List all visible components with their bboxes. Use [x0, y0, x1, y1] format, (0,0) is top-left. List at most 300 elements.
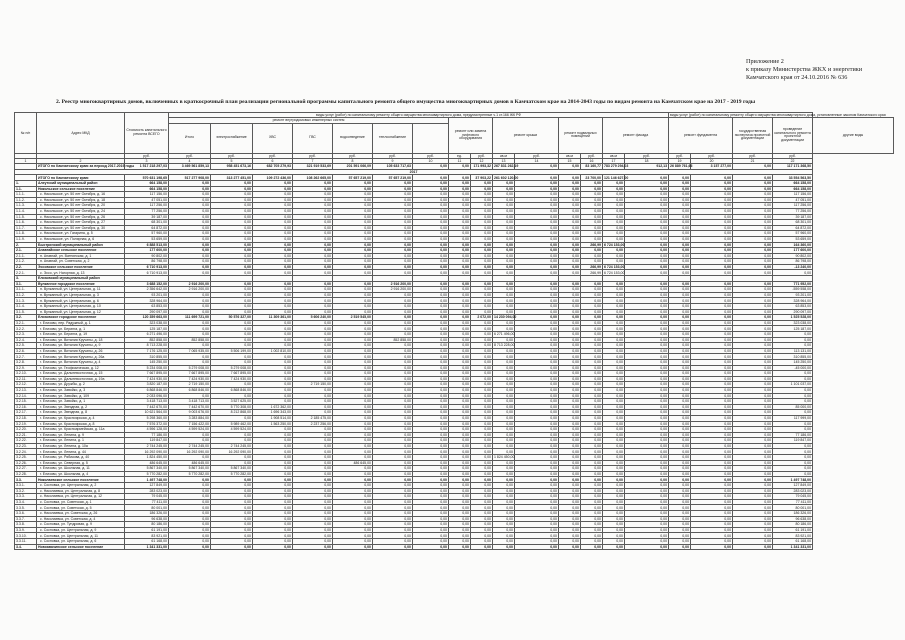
- cell-value: 0,00: [733, 253, 773, 259]
- cell-value: 0,00: [253, 471, 293, 477]
- cell-value: 1 824 450,00: [125, 455, 169, 461]
- cell-value: 0,00: [559, 477, 581, 483]
- cell-value: 0,00: [691, 399, 733, 405]
- cell-value: 0,00: [733, 471, 773, 477]
- cell-value: 0,00: [169, 320, 211, 326]
- cell-value: 0,00: [669, 259, 691, 265]
- cell-value: 0,00: [449, 483, 471, 489]
- cell-value: 0,00: [515, 421, 559, 427]
- column-number: 12: [471, 158, 493, 163]
- cell-value: 0,00: [733, 404, 773, 410]
- cell-value: 0,00: [691, 404, 733, 410]
- cell-value: 0,00: [413, 387, 449, 393]
- cell-value: 0,00: [733, 326, 773, 332]
- cell-value: 0,00: [625, 270, 669, 276]
- cell-value: 0,00: [603, 477, 625, 483]
- cell-value: 0,00: [293, 477, 333, 483]
- cell-value: 0,00: [373, 438, 413, 444]
- cell-value: 0,00: [559, 466, 581, 472]
- cell-value: 0,00: [211, 544, 253, 550]
- cell-value: 0,00: [471, 242, 493, 248]
- cell-value: 0,00: [691, 354, 733, 360]
- header-address: Адрес МКД: [37, 113, 125, 154]
- cell-value: 0,00: [449, 505, 471, 511]
- cell-value: 0,00: [559, 220, 581, 226]
- cell-value: 0,00: [559, 326, 581, 332]
- cell-value: 0,00: [413, 410, 449, 416]
- cell-value: 0,00: [253, 443, 293, 449]
- cell-value: 0,00: [603, 248, 625, 254]
- cell-value: 0,00: [373, 332, 413, 338]
- cell-value: 0,00: [581, 387, 603, 393]
- cell-value: 0,00: [581, 359, 603, 365]
- row-number: 3.2.15.: [15, 399, 37, 405]
- cell-value: 3 418 713,00: [169, 399, 211, 405]
- cell-value: 0,00: [515, 337, 559, 343]
- cell-value: 0,00: [691, 471, 733, 477]
- cell-value: 0,00: [293, 343, 333, 349]
- cell-value: 0,00: [603, 236, 625, 242]
- cell-value: 0,00: [373, 348, 413, 354]
- cell-value: 0,00: [581, 516, 603, 522]
- cell-value: 0,00: [333, 197, 373, 203]
- cell-value: 0,00: [211, 382, 253, 388]
- cell-value: 0,00: [603, 466, 625, 472]
- cell-value: 0,00: [559, 197, 581, 203]
- cell-value: 0,00: [669, 404, 691, 410]
- cell-value: 117 171 368,50: [773, 164, 813, 170]
- row-address: г. Елизово, ул. Беринга, д. 19: [37, 332, 125, 338]
- cell-value: 0,00: [333, 354, 373, 360]
- cell-value: 486 645,00: [169, 460, 211, 466]
- cell-value: 0,00: [691, 259, 733, 265]
- cell-value: 0,00: [413, 382, 449, 388]
- column-number: 4: [169, 158, 211, 163]
- cell-value: 0,00: [493, 298, 515, 304]
- cell-value: 0,00: [333, 376, 373, 382]
- cell-value: 664 158,00: [125, 180, 169, 186]
- cell-value: 0,00: [413, 287, 449, 293]
- cell-value: 0,00: [515, 427, 559, 433]
- cell-value: 0,00: [293, 443, 333, 449]
- cell-value: 0,00: [333, 253, 373, 259]
- cell-value: 5 770 282,00: [211, 471, 253, 477]
- cell-value: 0,00: [625, 505, 669, 511]
- cell-value: 0,00: [581, 236, 603, 242]
- cell-value: 0,00: [603, 499, 625, 505]
- row-number: 3.1.2.: [15, 292, 37, 298]
- row-number: 3.2.12.: [15, 382, 37, 388]
- cell-value: -45 000,00: [773, 365, 813, 371]
- cell-value: 0,00: [413, 359, 449, 365]
- cell-value: 0,00: [581, 460, 603, 466]
- cell-value: 0,00: [603, 527, 625, 533]
- cell-value: 0,00: [625, 449, 669, 455]
- cell-value: 0,00: [293, 438, 333, 444]
- cell-value: 0,00: [603, 365, 625, 371]
- cell-value: 0,00: [333, 516, 373, 522]
- cell-value: 0,00: [211, 494, 253, 500]
- cell-value: 0,00: [603, 315, 625, 321]
- cell-value: 0,00: [413, 343, 449, 349]
- cell-value: 0,00: [373, 516, 413, 522]
- cell-value: 0,00: [373, 387, 413, 393]
- cell-value: 0,00: [559, 242, 581, 248]
- cell-value: 0,00: [581, 499, 603, 505]
- cell-value: 96 638,00: [125, 516, 169, 522]
- cell-value: 0,00: [169, 264, 211, 270]
- cell-value: 0,00: [515, 477, 559, 483]
- cell-value: 6 271 496,00: [494, 332, 515, 337]
- cell-value: 0,00: [413, 471, 449, 477]
- cell-value: 93 201,00: [773, 292, 813, 298]
- cell-value: 0,00: [493, 192, 515, 198]
- cell-value: 0,00: [293, 376, 333, 382]
- cell-value: 0,00: [581, 365, 603, 371]
- cell-value: 0,00: [733, 220, 773, 226]
- cell-value: 0,00: [625, 527, 669, 533]
- cell-value: 0,00: [169, 192, 211, 198]
- cell-value: 0,00: [253, 298, 293, 304]
- cell-value: 0,00: [211, 248, 253, 254]
- cell-value: 0,00: [515, 382, 559, 388]
- row-address: с. Сосновка, ул. Центральная, д. 2: [37, 483, 125, 489]
- cell-value: 0,00: [773, 443, 813, 449]
- cell-value: 0,00: [493, 320, 515, 326]
- cell-value: 0,00: [333, 220, 373, 226]
- cell-value: 0,00: [493, 259, 515, 265]
- cell-value: 0,00: [449, 348, 471, 354]
- cell-value: 0,00: [559, 359, 581, 365]
- cell-value: 0,00: [253, 337, 293, 343]
- cell-value: 0,00: [333, 259, 373, 265]
- cell-value: 0,00: [253, 225, 293, 231]
- cell-value: 0,00: [733, 460, 773, 466]
- unit-cell: руб.: [169, 153, 211, 158]
- unit-cell: руб.: [471, 153, 493, 158]
- cell-value: 0,00: [581, 449, 603, 455]
- cell-value: 0,00: [471, 438, 493, 444]
- cell-value: 0,00: [669, 477, 691, 483]
- cell-value: 0,00: [559, 404, 581, 410]
- cell-value: 0,00: [373, 404, 413, 410]
- cell-value: 0,00: [373, 533, 413, 539]
- cell-value: 0,00: [413, 505, 449, 511]
- cell-value: 0,00: [413, 208, 449, 214]
- cell-value: 283 023,00: [125, 488, 169, 494]
- cell-value: 0,00: [603, 348, 625, 354]
- cell-value: 0,00: [493, 337, 515, 343]
- cell-value: 1 824 450,00: [494, 455, 515, 460]
- cell-value: 0,00: [603, 415, 625, 421]
- row-address: г. Елизово, пер. Радужный, д. 1: [37, 320, 125, 326]
- cell-value: 3 418 713,00: [125, 399, 169, 405]
- cell-value: 0,00: [333, 180, 373, 186]
- cell-value: 0,00: [733, 270, 773, 276]
- cell-value: 0,00: [625, 387, 669, 393]
- cell-value: 0,00: [669, 270, 691, 276]
- cell-value: 80 001,00: [125, 505, 169, 511]
- cell-value: 0,00: [471, 460, 493, 466]
- header-no: № п/п: [15, 113, 37, 154]
- cell-value: 0,00: [515, 365, 559, 371]
- cell-value: 1 497 748,00: [773, 477, 813, 483]
- cell-value: 0,00: [413, 371, 449, 377]
- cell-value: 0,00: [293, 259, 333, 265]
- cell-value: 0,00: [559, 253, 581, 259]
- cell-value: 0,00: [581, 287, 603, 293]
- cell-value: 0,00: [733, 359, 773, 365]
- cell-value: 108 262 665,00: [293, 175, 333, 181]
- cell-value: 0,00: [515, 186, 559, 192]
- cell-value: 0,00: [449, 511, 471, 517]
- cell-value: 0,00: [515, 326, 559, 332]
- cell-value: 0,00: [515, 253, 559, 259]
- cell-value: 0,00: [669, 466, 691, 472]
- cell-value: 0,00: [333, 471, 373, 477]
- cell-value: 0,00: [625, 180, 669, 186]
- row-address: г. Елизово, ул. Школьная, д. 11: [37, 466, 125, 472]
- cell-value: 0,00: [471, 270, 493, 276]
- cell-value: 0,00: [373, 494, 413, 500]
- cell-value: 0,00: [733, 242, 773, 248]
- cell-value: 0,00: [293, 220, 333, 226]
- cell-value: 0,00: [333, 387, 373, 393]
- cell-value: 0,00: [515, 376, 559, 382]
- cell-value: 0,00: [449, 499, 471, 505]
- cell-value: 0,00: [293, 460, 333, 466]
- cell-value: 0,00: [449, 309, 471, 315]
- cell-value: 0,00: [253, 186, 293, 192]
- cell-value: 0,00: [669, 231, 691, 237]
- cell-value: 0,00: [413, 404, 449, 410]
- cell-value: 0,00: [373, 253, 413, 259]
- cell-value: 0,00: [515, 544, 559, 550]
- row-number: 3.4.: [15, 544, 37, 550]
- cell-value: 5 770 282,00: [125, 471, 169, 477]
- cell-value: 0,00: [413, 449, 449, 455]
- cell-value: 0,00: [603, 421, 625, 427]
- header-band-main: виды услуг (работ) по капитальному ремонту общего имущества многоквартирного дома, предусмотренные ч.1 ст.166 ЖК РФ: [169, 113, 669, 118]
- cell-value: 0,00: [449, 214, 471, 220]
- row-number: 3.2.9.: [15, 365, 37, 371]
- row-number: 1.1.2.: [15, 197, 37, 203]
- cell-value: 0,00: [669, 427, 691, 433]
- cell-value: 0,00: [559, 427, 581, 433]
- cell-value: 0,00: [515, 203, 559, 209]
- row-address: Елизовское городское поселение: [37, 315, 125, 321]
- cell-value: 0,00: [253, 304, 293, 310]
- cell-value: 0,00: [293, 527, 333, 533]
- cell-value: 0,00: [449, 382, 471, 388]
- cell-value: 5 606 240,00: [293, 315, 333, 321]
- cell-value: 0,00: [733, 399, 773, 405]
- cell-value: 0,00: [493, 432, 515, 438]
- cell-value: 0,00: [669, 432, 691, 438]
- cell-value: 0,00: [293, 292, 333, 298]
- cell-value: 0,00: [333, 192, 373, 198]
- cell-value: 0,00: [733, 483, 773, 489]
- column-number: 14: [515, 158, 559, 163]
- cell-value: 9 003 676,00: [169, 410, 211, 416]
- cell-value: 0,00: [253, 387, 293, 393]
- cell-value: 0,00: [471, 337, 493, 343]
- cell-value: 0,00: [373, 225, 413, 231]
- cell-value: 0,00: [471, 494, 493, 500]
- cell-value: 0,00: [669, 208, 691, 214]
- row-number: 2.: [15, 242, 37, 248]
- cell-value: 0,00: [169, 298, 211, 304]
- cell-value: 0,00: [691, 320, 733, 326]
- cell-value: 0,00: [733, 544, 773, 550]
- cell-value: 0,00: [333, 483, 373, 489]
- cell-value: 0,00: [211, 455, 253, 461]
- cell-value: 0,00: [413, 309, 449, 315]
- cell-value: 0,00: [211, 203, 253, 209]
- cell-value: 570 631 198,65: [125, 175, 169, 181]
- cell-value: 1 341 331,00: [773, 544, 813, 550]
- cell-value: 0,00: [493, 404, 515, 410]
- cell-value: 0,00: [293, 197, 333, 203]
- cell-value: 0,00: [253, 180, 293, 186]
- cell-value: 0,00: [333, 438, 373, 444]
- cell-value: 0,00: [373, 292, 413, 298]
- cell-value: 0,00: [625, 404, 669, 410]
- cell-value: 0,00: [515, 343, 559, 349]
- cell-value: 0,00: [253, 399, 293, 405]
- cell-value: 0,00: [413, 393, 449, 399]
- cell-value: 0,00: [413, 332, 449, 338]
- cell-value: 0,00: [691, 460, 733, 466]
- cell-value: 0,00: [733, 337, 773, 343]
- cell-value: -13 240,00: [773, 264, 813, 270]
- cell-value: 0,00: [669, 220, 691, 226]
- cell-value: 0,00: [253, 455, 293, 461]
- cell-value: 0,00: [449, 365, 471, 371]
- unit-cell: руб.: [581, 153, 603, 158]
- cell-value: 0,00: [559, 281, 581, 287]
- cell-value: 0,00: [733, 376, 773, 382]
- cell-value: 0,00: [471, 287, 493, 293]
- cell-value: 0,00: [253, 477, 293, 483]
- cell-value: 0,00: [293, 231, 333, 237]
- cell-value: 2 185 475,00: [293, 415, 333, 421]
- row-number: 3.2.6.: [15, 348, 37, 354]
- cell-value: 6 710 913,00: [125, 270, 169, 276]
- cell-value: 0,00: [581, 337, 603, 343]
- cell-value: 0,00: [515, 410, 559, 416]
- cell-value: 0,00: [559, 399, 581, 405]
- row-address: п. Анавгай, ул. Ватнинская, д. 1: [37, 253, 125, 259]
- cell-value: 7 667 895,00: [211, 371, 253, 377]
- cell-value: 4 596 128,00: [125, 427, 169, 433]
- cell-value: 0,00: [603, 326, 625, 332]
- cell-value: 0,00: [669, 522, 691, 528]
- cell-value: 6 724 153,00: [604, 242, 625, 247]
- cell-value: 0,00: [669, 298, 691, 304]
- cell-value: 0,00: [211, 477, 253, 483]
- cell-value: 0,00: [559, 287, 581, 293]
- cell-value: 0,00: [493, 365, 515, 371]
- cell-value: 0,00: [253, 270, 293, 276]
- row-number: 3.2.1.: [15, 320, 37, 326]
- cell-value: 0,00: [253, 281, 293, 287]
- column-number: 8: [333, 158, 373, 163]
- cell-value: 2 033 096,00: [125, 393, 169, 399]
- cell-value: 0,00: [559, 449, 581, 455]
- cell-value: 0,00: [169, 488, 211, 494]
- cell-value: 1 908 514,00: [253, 415, 293, 421]
- cell-value: 0,00: [413, 248, 449, 254]
- cell-value: 61 191,00: [125, 527, 169, 533]
- cell-value: 0,00: [333, 505, 373, 511]
- cell-value: 0,00: [691, 505, 733, 511]
- row-number: 3.3.5.: [15, 505, 37, 511]
- cell-value: 0,00: [669, 192, 691, 198]
- cell-value: 0,00: [169, 214, 211, 220]
- cell-value: 0,00: [625, 488, 669, 494]
- cell-value: 0,00: [733, 264, 773, 270]
- cell-value: 0,00: [515, 404, 559, 410]
- cell-value: 2 237 256,00: [293, 421, 333, 427]
- cell-value: 283 023,00: [773, 488, 813, 494]
- cell-value: 0,00: [625, 298, 669, 304]
- unit-cell: руб.: [515, 153, 559, 158]
- row-number: 3.2.11.: [15, 376, 37, 382]
- cell-value: 0,00: [581, 371, 603, 377]
- cell-value: 0,00: [625, 348, 669, 354]
- row-number: 3.1.4.: [15, 304, 37, 310]
- cell-value: 0,00: [373, 477, 413, 483]
- cell-value: 0,00: [625, 538, 669, 544]
- cell-value: 0,00: [471, 371, 493, 377]
- unit-cell: руб.: [733, 153, 773, 158]
- cell-value: 0,00: [413, 270, 449, 276]
- cell-value: 0,00: [333, 326, 373, 332]
- column-number: 15: [559, 158, 581, 163]
- row-number: 1.1.8.: [15, 231, 37, 237]
- cell-value: 0,00: [211, 253, 253, 259]
- cell-value: 0,00: [211, 192, 253, 198]
- cell-value: 0,00: [253, 393, 293, 399]
- cell-value: 0,00: [603, 399, 625, 405]
- cell-value: 0,00: [333, 332, 373, 338]
- cell-value: 0,00: [449, 270, 471, 276]
- cell-value: 0,00: [515, 175, 559, 181]
- cell-value: 0,00: [625, 438, 669, 444]
- cell-value: 0,00: [333, 343, 373, 349]
- cell-value: 0,00: [603, 544, 625, 550]
- cell-value: 186 326,00: [125, 511, 169, 517]
- cell-value: 83 160,77: [581, 164, 603, 170]
- cell-value: 0,00: [471, 304, 493, 310]
- cell-value: 0,00: [773, 471, 813, 477]
- cell-value: 0,00: [333, 348, 373, 354]
- header-heat: теплоснабжение: [373, 123, 413, 153]
- cell-value: 0,00: [773, 449, 813, 455]
- cell-value: 0,00: [581, 399, 603, 405]
- cell-value: 0,00: [169, 511, 211, 517]
- cell-value: 85 000,00: [773, 404, 813, 410]
- cell-value: 0,00: [413, 511, 449, 517]
- cell-value: 0,00: [581, 455, 603, 461]
- cell-value: 0,00: [413, 488, 449, 494]
- cell-value: 0,00: [773, 371, 813, 377]
- cell-value: 0,00: [169, 505, 211, 511]
- row-address: г. Елизово, ул. Дружбы, д. 2: [37, 382, 125, 388]
- cell-value: 0,00: [413, 438, 449, 444]
- cell-value: 0,00: [581, 348, 603, 354]
